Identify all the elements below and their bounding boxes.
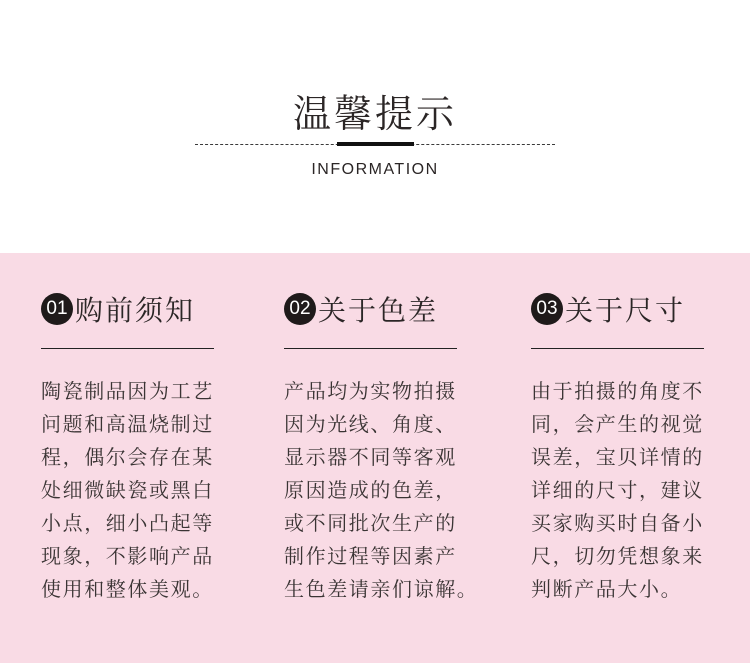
section-body: 产品均为实物拍摄 因为光线、角度、 显示器不同等客观 原因造成的色差， 或不同批次生产的 制作过程等因素产 生色差请亲们谅解。 [284,379,479,601]
section-divider [41,348,214,349]
section-color-difference [284,292,504,606]
section-number-badge: 02 [284,293,316,325]
section-divider [531,348,704,349]
section-number-badge: 01 [41,293,73,325]
section-title: 关于尺寸 [565,294,686,327]
title-accent-bar [337,142,414,146]
section-title: 购前须知 [75,294,196,327]
section-title: 关于色差 [318,294,439,327]
section-body: 陶瓷制品因为工艺 问题和高温烧制过 程，偶尔会存在某 处细微缺瓷或黑白 小点，细小凸起等 现象，不影响产品 使用和整体美观。 [41,379,214,601]
section-header [41,292,261,326]
section-header [531,292,750,326]
section-number-badge: 03 [531,293,563,325]
page-subtitle: INFORMATION [311,161,439,178]
section-divider [284,348,457,349]
section-purchase-notice [41,292,261,606]
section-header [284,292,504,326]
section-body: 由于拍摄的角度不 同，会产生的视觉 误差，宝贝详情的 详细的尺寸，建议 买家购买时自备小 尺，切勿凭想象来 判断产品大小。 [531,379,704,601]
section-size [531,292,750,606]
page-title: 温馨提示 [292,92,457,136]
header-section [0,0,750,253]
